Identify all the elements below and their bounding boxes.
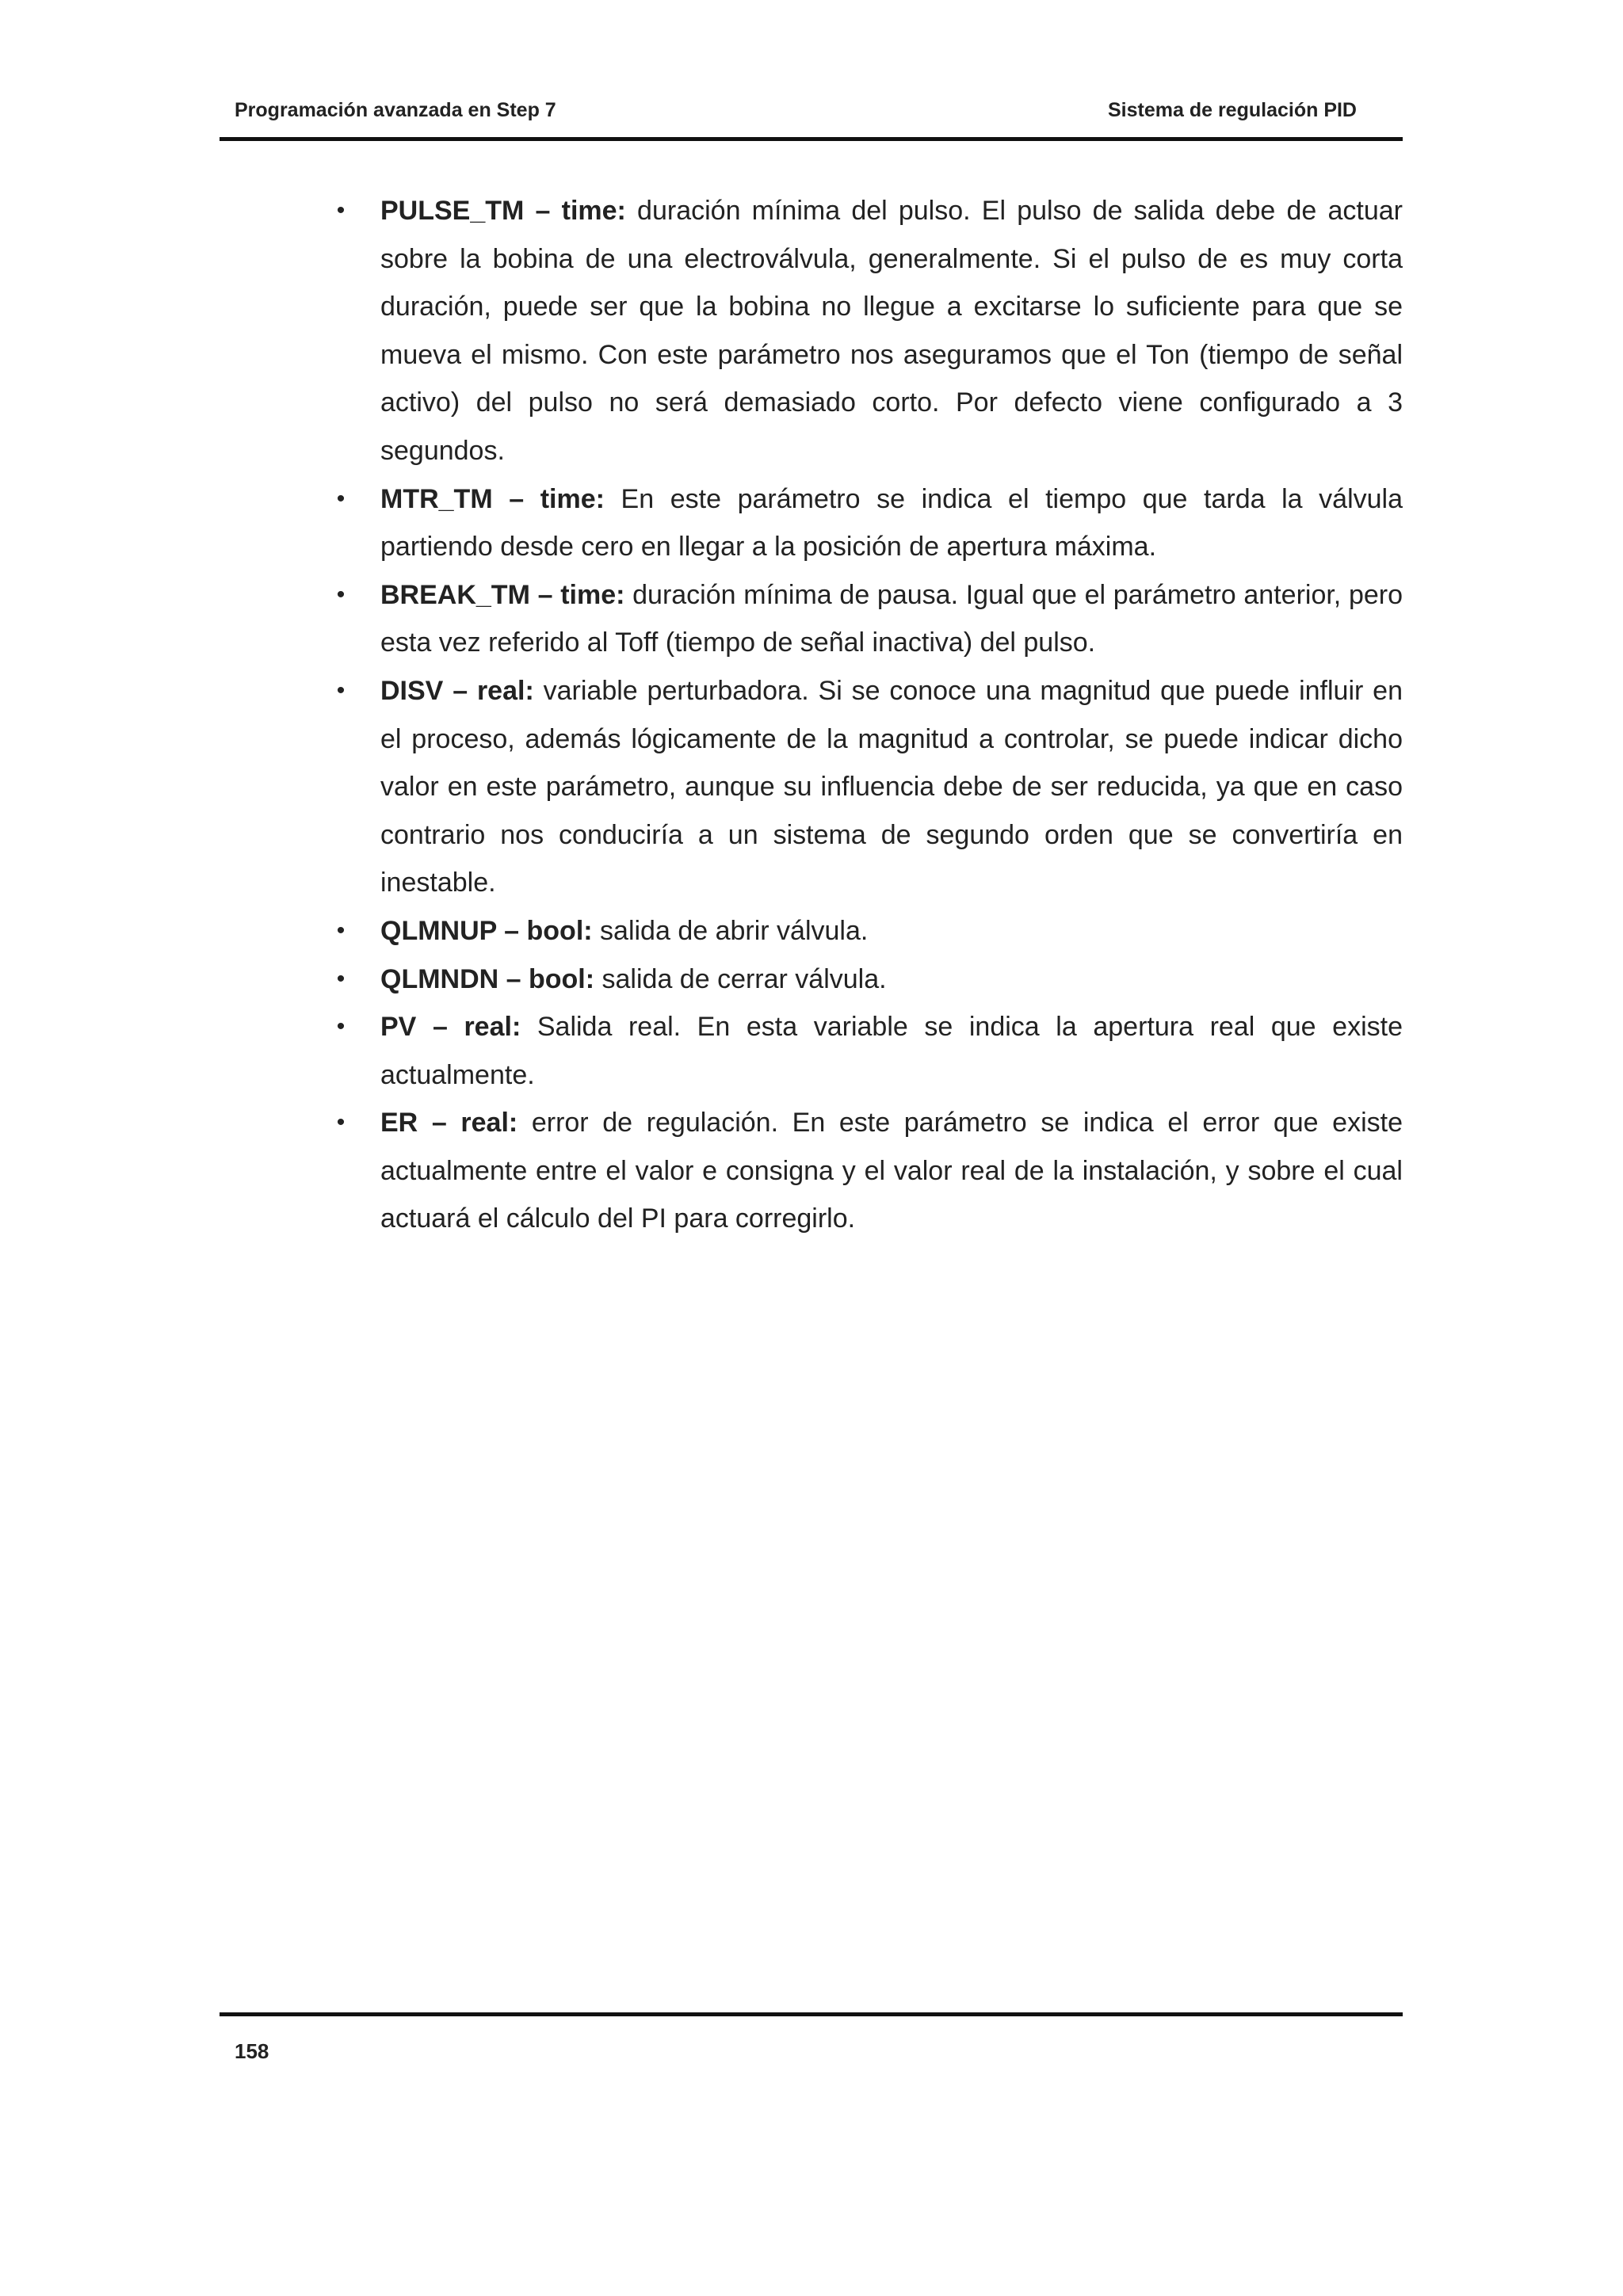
parameter-list xyxy=(330,187,1403,1243)
header-book-title: Programación avanzada en Step 7 xyxy=(235,99,556,121)
bullet-icon: • xyxy=(336,1013,346,1040)
bullet-icon: • xyxy=(336,965,346,992)
bullet-icon: • xyxy=(336,197,346,223)
bullet-icon: • xyxy=(336,581,346,608)
parameter-description: salida de abrir válvula. xyxy=(592,915,869,946)
parameter-term: ER – real: xyxy=(380,1108,518,1138)
footer-rule xyxy=(220,2012,1403,2016)
list-item xyxy=(330,1099,1403,1243)
parameter-term: MTR_TM – time: xyxy=(380,483,605,514)
parameter-term: PV – real: xyxy=(380,1012,521,1043)
header-rule xyxy=(220,137,1403,141)
parameter-term: QLMNDN – bool: xyxy=(380,963,595,994)
list-item xyxy=(330,571,1403,667)
parameter-description: error de regulación. En este parámetro se indica el error que existe actualmente entre el valor e consigna y el valor real de la instalación, y sobre el cual actuará el cálculo del PI para corregirlo. xyxy=(380,1108,1403,1234)
parameter-description: duración mínima del pulso. El pulso de salida debe de actuar sobre la bobina de una electroválvula, generalmente. Si el pulso de es muy corta duración, puede ser que la bobina no llegue a excitarse lo suficiente para que se mueva el mismo. Con este parámetro nos aseguramos que el Ton (tiempo de señal activo) del pulso no será demasiado corto. Por defecto viene configurado a 3 segundos. xyxy=(380,196,1403,466)
list-item xyxy=(330,955,1403,1004)
parameter-description: variable perturbadora. Si se conoce una magnitud que puede influir en el proceso, además lógicamente de la magnitud a controlar, se puede indicar dicho valor en este parámetro, aunque su influencia debe de ser reducida, ya que en caso contrario nos conduciría a un sistema de segundo orden que se convertiría en inestable. xyxy=(380,675,1403,898)
bullet-icon: • xyxy=(336,917,346,944)
list-item xyxy=(330,907,1403,955)
parameter-term: DISV – real: xyxy=(380,675,534,706)
parameter-description: salida de cerrar válvula. xyxy=(594,963,887,994)
bullet-icon: • xyxy=(336,677,346,704)
page-header xyxy=(220,96,1403,124)
list-item xyxy=(330,667,1403,907)
bullet-icon: • xyxy=(336,1109,346,1136)
list-item xyxy=(330,1003,1403,1099)
parameter-term: PULSE_TM – time: xyxy=(380,196,626,226)
page-number: 158 xyxy=(235,2039,269,2063)
parameter-term: QLMNUP – bool: xyxy=(380,915,593,946)
parameter-description: En este parámetro se indica el tiempo que tarda la válvula partiendo desde cero en llegar a la posición de apertura máxima. xyxy=(380,483,1403,563)
parameter-description: Salida real. En esta variable se indica la apertura real que existe actualmente. xyxy=(380,1012,1403,1090)
bullet-icon: • xyxy=(336,485,346,512)
list-item xyxy=(330,187,1403,475)
main-content xyxy=(330,187,1403,1243)
list-item xyxy=(330,475,1403,571)
parameter-description: duración mínima de pausa. Igual que el parámetro anterior, pero esta vez referido al Toff (tiempo de señal inactiva) del pulso. xyxy=(380,579,1403,658)
header-chapter-title: Sistema de regulación PID xyxy=(1108,99,1357,121)
parameter-term: BREAK_TM – time: xyxy=(380,579,625,610)
